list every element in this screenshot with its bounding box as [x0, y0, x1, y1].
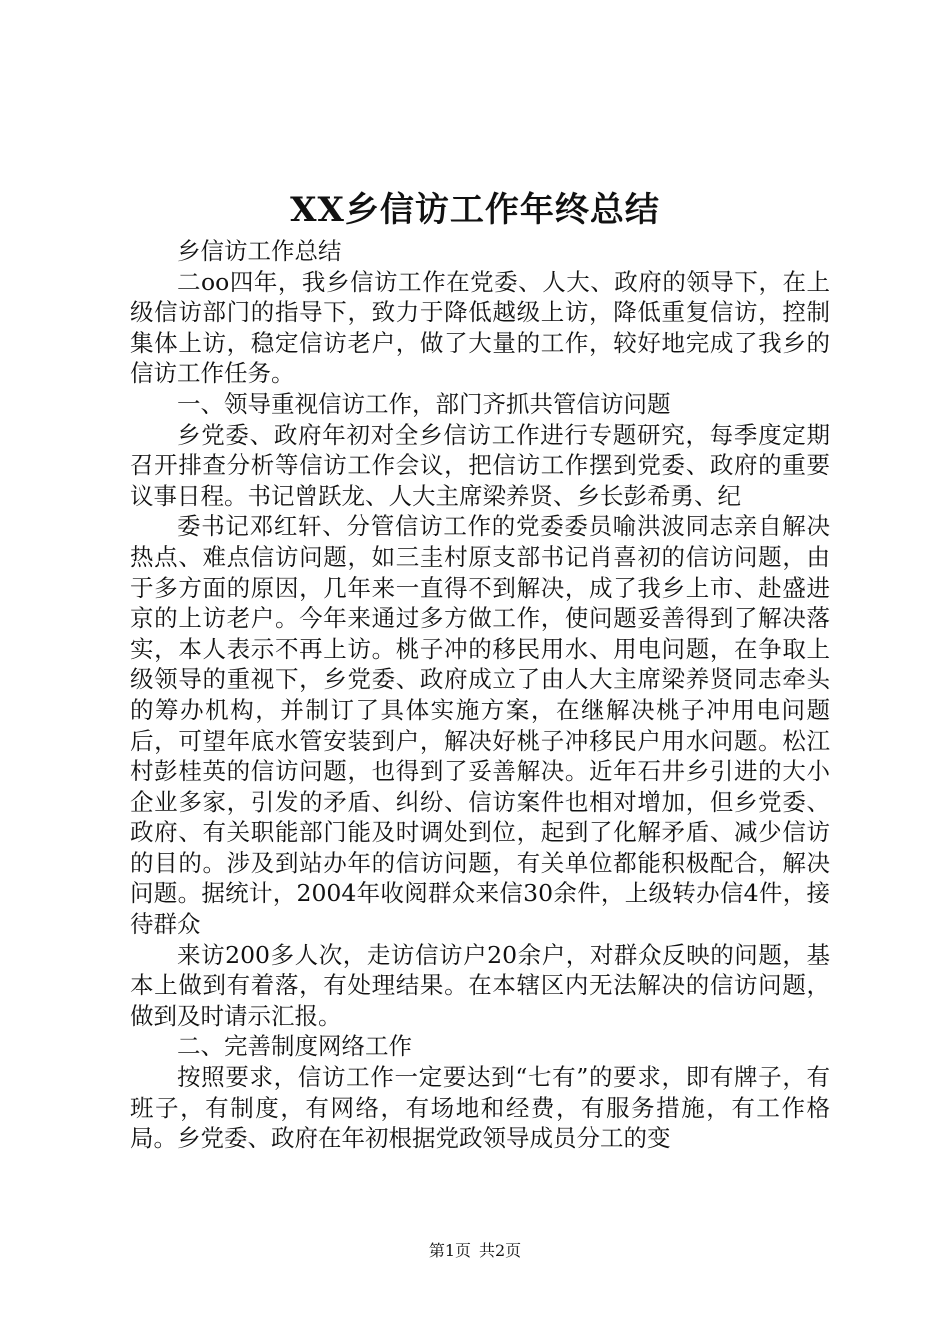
section-heading-1: 一、领导重视信访工作，部门齐抓共管信访问题 [177, 389, 671, 418]
document-title: XX乡信访工作年终总结 [290, 190, 660, 230]
paragraph-intro: 二oo四年，我乡信访工作在党委、人大、政府的领导下，在上级信访部门的指导下，致力于降低越级上访，降低重复信访，控制集体上访，稳定信访老户，做了大量的工作，较好地完成了我乡的信访工作任务。 [130, 267, 830, 388]
page-footer [0, 1240, 950, 1262]
page-total: 共2页 [479, 1241, 522, 1260]
paragraph-section1-part3: 来访200多人次，走访信访户20余户，对群众反映的问题，基本上做到有着落，有处理结果。在本辖区内无法解决的信访问题，做到及时请示汇报。 [130, 940, 830, 1030]
paragraph-section2: 按照要求，信访工作一定要达到“七有”的要求，即有牌子，有班子，有制度，有网络，有场地和经费，有服务措施，有工作格局。乡党委、政府在年初根据党政领导成员分工的变 [130, 1063, 830, 1153]
paragraph-subtitle: 乡信访工作总结 [177, 237, 342, 265]
document-body [130, 236, 830, 1154]
page-number: 第1页 [428, 1241, 471, 1260]
paragraph-section1-part1: 乡党委、政府年初对全乡信访工作进行专题研究，每季度定期召开排查分析等信访工作会议，把信访工作摆到党委、政府的重要议事日程。书记曾跃龙、人大主席梁养贤、乡长彭希勇、纪 [130, 420, 830, 510]
section-heading-2: 二、完善制度网络工作 [177, 1032, 412, 1061]
paragraph-section1-part2: 委书记邓红轩、分管信访工作的党委委员喻洪波同志亲自解决热点、难点信访问题，如三圭村原支部书记肖喜初的信访问题，由于多方面的原因，几年来一直得不到解决，成了我乡上市、赴盛进京的上访老户。今年来通过多方做工作，使问题妥善得到了解决落实，本人表示不再上访。桃子冲的移民用水、用电问题，在争取上级领导的重视下，乡党委、政府成立了由人大主席梁养贤同志牵头的筹办机构，并制订了具体实施方案，在继解决桃子冲用电问题后，可望年底水管安装到户，解决好桃子冲移民户用水问题。松江村彭桂英的信访问题，也得到了妥善解决。近年石井乡引进的大小企业多家，引发的矛盾、纠纷、信访案件也相对增加，但乡党委、政府、有关职能部门能及时调处到位，起到了化解矛盾、减少信访的目的。涉及到站办年的信访问题，有关单位都能积极配合，解决问题。据统计，2004年收阅群众来信30余件，上级转办信4件，接待群众 [130, 512, 830, 939]
